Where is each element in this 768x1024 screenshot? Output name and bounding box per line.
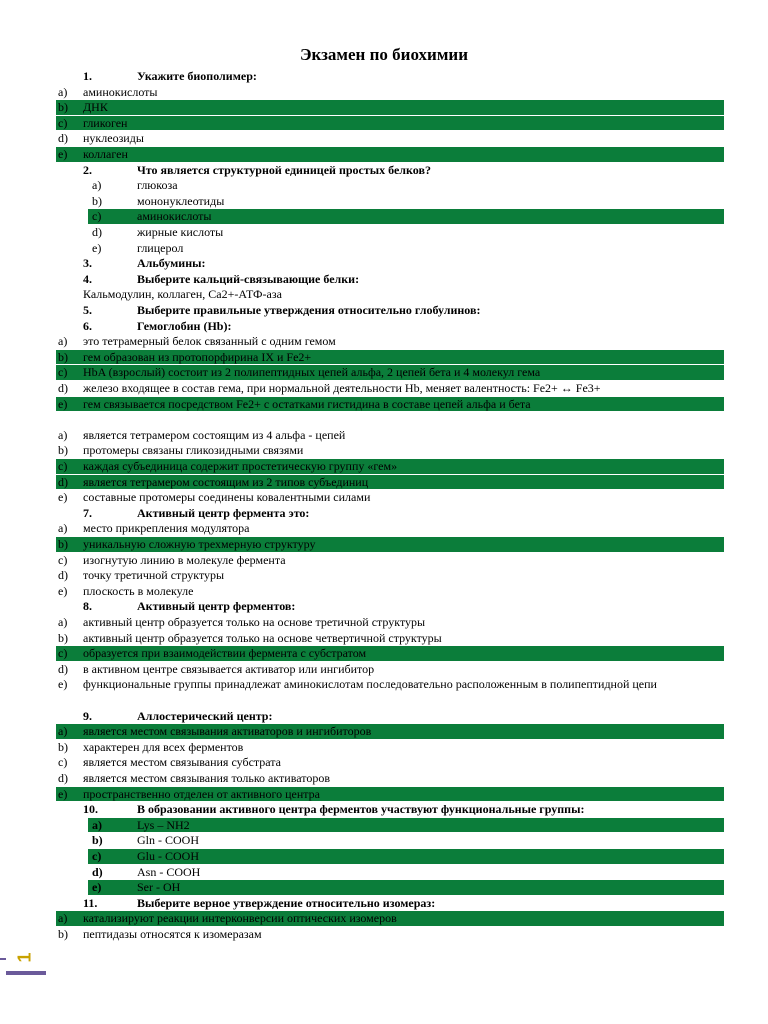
page-number-rule [6, 971, 46, 975]
option-letter: c) [92, 849, 102, 863]
question-number: 3. [83, 256, 92, 271]
option-text: образуется при взаимодействии фермента с субстратом [83, 646, 367, 661]
option-letter: b) [92, 833, 103, 848]
question-heading [56, 272, 724, 287]
question-heading [56, 802, 724, 817]
answer-option [56, 755, 724, 770]
document-title: Экзамен по биохимии [300, 45, 468, 64]
option-text: аминокислоты [83, 84, 158, 99]
option-letter: c) [58, 552, 68, 567]
option-letter: d) [58, 568, 68, 583]
option-letter: e) [92, 880, 102, 895]
question-text: Активный центр фермента это: [137, 505, 310, 520]
option-letter: a) [58, 84, 68, 99]
option-text: железо входящее в состав гема, при нормальной деятельности Hb, меняет валентность: Fe2+ ↔ Fe3+ [83, 381, 601, 395]
answer-option [88, 194, 724, 209]
question-text: Аллостерический центр: [137, 708, 273, 723]
question-number: 11. [83, 895, 98, 910]
option-text: гликоген [83, 115, 128, 130]
question-number: 9. [83, 708, 92, 723]
option-letter: c) [58, 365, 68, 380]
answer-option-highlighted [56, 724, 724, 739]
question-number: 5. [83, 303, 92, 317]
option-letter: a) [58, 427, 68, 442]
option-letter: c) [58, 115, 68, 130]
option-text: гем связывается посредством Fe2+ с остатками гистидина в составе цепей альфа и бета [83, 396, 531, 411]
option-text: является местом связывания активаторов и ингибиторов [83, 724, 372, 739]
option-letter: b) [58, 100, 68, 115]
answer-option [56, 662, 724, 677]
option-letter: e) [58, 490, 68, 505]
question-text: Выберите кальций-связывающие белки: [137, 271, 360, 286]
option-text: характерен для всех ферментов [83, 739, 244, 754]
option-letter: a) [92, 178, 102, 193]
page-number-tick [0, 958, 6, 960]
option-letter: e) [58, 786, 68, 801]
question-text: Активный центр ферментов: [137, 599, 296, 614]
option-letter: c) [58, 755, 68, 770]
option-letter: d) [58, 661, 68, 676]
answer-option [88, 865, 724, 880]
option-text: является местом связывания субстрата [83, 755, 282, 770]
question-number: 7. [83, 505, 92, 520]
answer-option [56, 381, 724, 396]
option-text: является местом связывания только активаторов [83, 771, 330, 785]
page-number-text: 1 [14, 952, 35, 963]
option-letter: a) [58, 724, 68, 739]
answer-option [56, 334, 724, 349]
option-letter: b) [58, 537, 68, 551]
answer-option [56, 740, 724, 755]
answer-option [88, 225, 724, 240]
question-heading [56, 506, 724, 521]
question-text: Укажите биополимер: [137, 69, 257, 83]
option-text: Ser - OH [137, 880, 181, 895]
option-text: Glu - COOH [137, 849, 199, 863]
answer-option-highlighted [56, 537, 724, 552]
option-text: ДНК [83, 100, 108, 115]
answer-option [56, 568, 724, 583]
option-text: каждая субъединица содержит простетическую группу «гем» [83, 459, 398, 473]
option-text: составные протомеры соединены ковалентными силами [83, 490, 371, 505]
question-number: 10. [83, 802, 98, 817]
option-letter: d) [58, 771, 68, 785]
option-letter: e) [58, 677, 68, 692]
question-text: Выберите правильные утверждения относительно глобулинов: [137, 303, 481, 317]
option-text: нуклеозиды [83, 131, 144, 146]
option-text: активный центр образуется только на основе четвертичной структуры [83, 630, 442, 645]
answer-option [56, 553, 724, 568]
answer-text [56, 287, 724, 302]
option-text: коллаген [83, 147, 128, 161]
option-letter: a) [58, 911, 68, 926]
question-text: Гемоглобин (Hb): [137, 318, 232, 333]
option-text: является тетрамером состоящим из 2 типов субъединиц [83, 474, 369, 489]
option-letter: b) [58, 443, 68, 458]
option-text: плоскость в молекуле [83, 583, 194, 598]
question-heading [56, 69, 724, 84]
answer-option-highlighted [56, 397, 724, 412]
answer-option-highlighted [88, 818, 724, 833]
answer-option-highlighted [56, 646, 724, 661]
option-letter: c) [58, 459, 68, 473]
option-text: Lys – NH2 [137, 817, 190, 832]
question-number: 6. [83, 318, 92, 333]
answer-option [56, 428, 724, 443]
option-text: мононуклеотиды [137, 193, 225, 208]
answer-option [56, 521, 724, 536]
option-letter: a) [58, 615, 68, 629]
answer-option [56, 584, 724, 599]
option-text: протомеры связаны гликозидными связями [83, 443, 304, 458]
answer-option-highlighted [56, 147, 724, 162]
answer-option-highlighted [56, 365, 724, 380]
option-letter: a) [58, 334, 68, 349]
answer-option [56, 490, 724, 505]
question-text: Что является структурной единицей простых белков? [137, 162, 431, 177]
answer-text-content: Кальмодулин, коллаген, Са2+-АТФ-аза [83, 287, 282, 302]
question-heading [56, 303, 724, 318]
answer-option [56, 131, 724, 146]
option-letter: b) [58, 349, 68, 364]
answer-option [56, 443, 724, 458]
option-letter: b) [58, 739, 68, 754]
answer-option-highlighted [88, 880, 724, 895]
answer-option [56, 85, 724, 100]
option-text: изогнутую линию в молекуле фермента [83, 552, 286, 567]
answer-option-highlighted [88, 209, 724, 224]
option-text: активный центр образуется только на основе третичной структуры [83, 615, 426, 629]
answer-option [56, 615, 724, 630]
option-text: HbA (взрослый) состоит из 2 полипептидных цепей альфа, 2 цепей бета и 4 молекул гема [83, 365, 541, 380]
question-text: В образовании активного центра ферментов участвуют функциональные группы: [137, 802, 585, 817]
option-letter: e) [58, 583, 68, 598]
option-text: Asn - COOH [137, 864, 201, 879]
option-text: уникальную сложную трехмерную структуру [83, 537, 316, 551]
question-heading [56, 256, 724, 271]
question-number: 1. [83, 69, 92, 83]
question-number: 8. [83, 599, 92, 614]
answer-option [88, 833, 724, 848]
option-text: аминокислоты [137, 209, 212, 224]
option-letter: d) [58, 131, 68, 146]
option-letter: b) [58, 630, 68, 645]
option-letter: e) [58, 396, 68, 411]
page-number [6, 947, 50, 973]
answer-option [56, 631, 724, 646]
answer-option-highlighted [88, 849, 724, 864]
answer-option-highlighted [56, 350, 724, 365]
option-letter: b) [58, 927, 68, 941]
option-text: глицерол [137, 240, 184, 255]
option-text: является тетрамером состоящим из 4 альфа - цепей [83, 427, 346, 442]
answer-option-highlighted [56, 911, 724, 926]
option-letter: c) [58, 646, 68, 661]
answer-option-highlighted [56, 116, 724, 131]
option-letter: e) [92, 240, 102, 255]
option-letter: e) [58, 147, 68, 161]
question-heading [56, 709, 724, 724]
question-number: 4. [83, 271, 92, 286]
answer-option-highlighted [56, 100, 724, 115]
answer-option [56, 771, 724, 786]
answer-option-highlighted [56, 475, 724, 490]
question-heading [56, 319, 724, 334]
question-heading [56, 896, 724, 911]
option-text: Gln - COOH [137, 833, 199, 848]
answer-option [56, 927, 724, 942]
option-text: глюкоза [137, 178, 178, 193]
answer-option [88, 241, 724, 256]
option-text: пространственно отделен от активного центра [83, 786, 320, 801]
option-text: функциональные группы принадлежат аминокислотам последовательно расположенным в полипептидной цепи [83, 677, 657, 692]
option-text: гем образован из протопорфирина IX и Fe2+ [83, 349, 312, 364]
option-letter: a) [58, 521, 68, 536]
option-text: точку третичной структуры [83, 568, 225, 583]
option-text: это тетрамерный белок связанный с одним гемом [83, 334, 336, 349]
answer-option [56, 677, 724, 708]
option-letter: d) [92, 864, 103, 879]
question-text: Альбумины: [137, 256, 206, 271]
option-text: пептидазы относятся к изомеразам [83, 927, 262, 941]
option-letter: a) [92, 817, 102, 832]
option-letter: d) [58, 381, 68, 395]
option-text: жирные кислоты [137, 225, 224, 239]
option-text: катализируют реакции интерконверсии оптических изомеров [83, 911, 397, 926]
option-letter: d) [92, 225, 102, 239]
question-heading [56, 599, 724, 614]
option-letter: b) [92, 193, 102, 208]
answer-option-highlighted [56, 459, 724, 474]
question-text: Выберите верное утверждение относительно изомераз: [137, 895, 436, 910]
option-letter: d) [58, 474, 68, 489]
question-heading [56, 163, 724, 178]
answer-option [88, 178, 724, 193]
option-text: место прикрепления модулятора [83, 521, 250, 536]
option-text: в активном центре связывается активатор или ингибитор [83, 661, 375, 676]
option-letter: c) [92, 209, 102, 224]
answer-option-highlighted [56, 787, 724, 802]
question-number: 2. [83, 162, 92, 177]
